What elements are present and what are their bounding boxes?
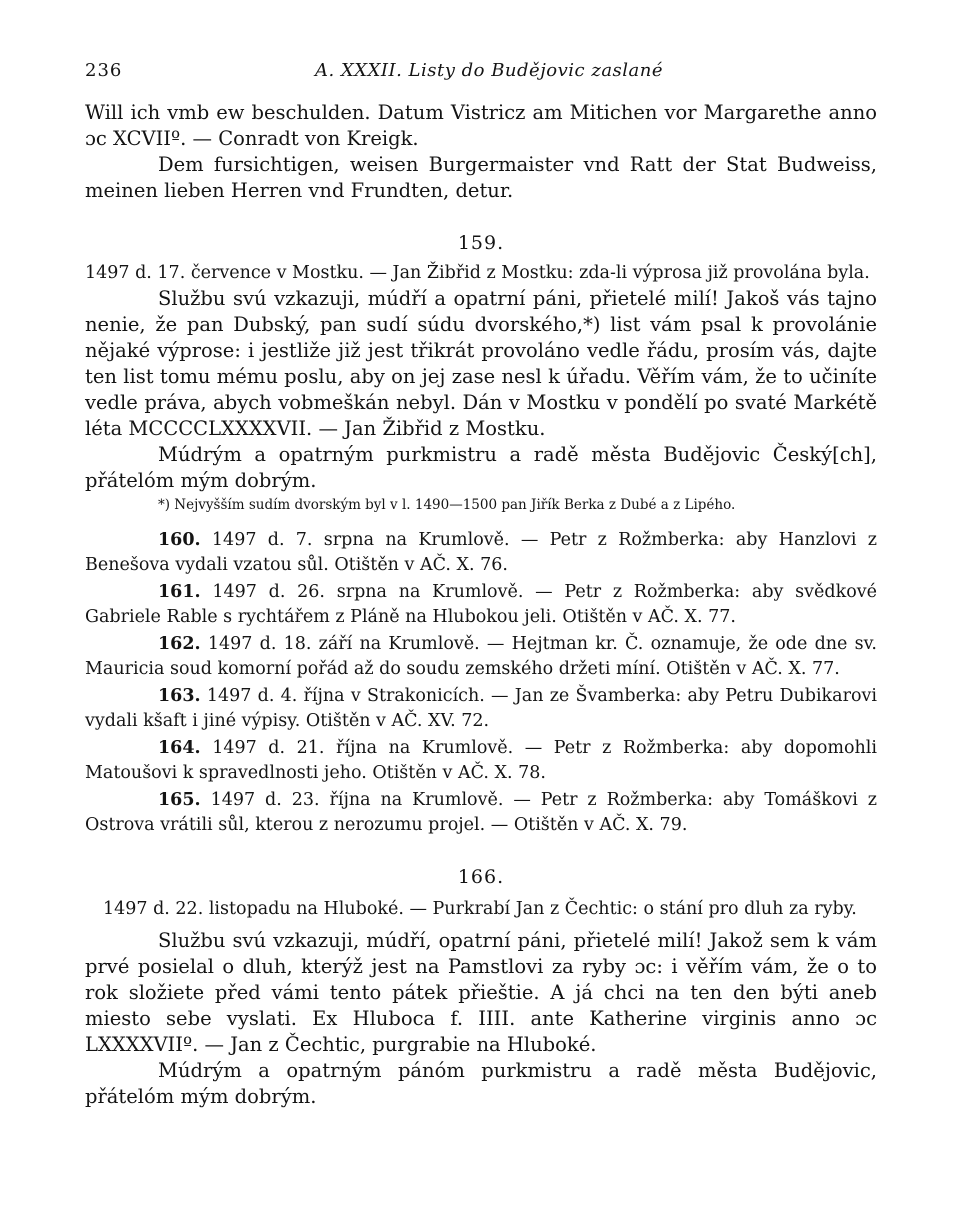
letter-body-paragraph: Službu svú vzkazuji, múdří a opatrní páni, přietelé milí! Jakoš vás tajno nenie, že pan Dubský, pan sudí súdu dvorského,*) list vám psal k provolánie nějaké výprose: i jestliže již jest třikrát provoláno vedle řádu, prosím vás, dajte ten list tomu mému poslu, aby on jej zase nesl k úřadu. Věřím vám, že to učiníte vedle práva, abych vobmeškán nebyl. Dán v Mostku v pondělí po svaté Markétě léta MCCCCLXXXXVII. — Jan Žibřid z Mostku. bbox=[85, 287, 877, 440]
document-number: 159. bbox=[457, 232, 505, 254]
page bbox=[85, 58, 877, 1110]
letter-body-paragraph: Službu svú vzkazuji, múdří, opatrní páni, přietelé milí! Jakož sem k vám prvé posielal o dluh, kterýž jest na Pamstlovi za ryby ɔc: i věřím vám, že o to rok složiete před vámi tento pátek přieštie. A já chci na ten den býti aneb miesto sebe vyslati. Ex Hluboca f. IIII. ante Katherine virginis anno ɔc LXXXXVIIº. — Jan z Čechtic, purgrabie na Hluboké. bbox=[85, 929, 877, 1056]
document-159 bbox=[85, 230, 877, 514]
item-number: 162. bbox=[158, 634, 201, 654]
list-item bbox=[85, 684, 877, 734]
list-item bbox=[85, 632, 877, 682]
letter-closing-paragraph: Will ich vmb ew beschulden. Datum Vistricz am Mitichen vor Margarethe anno ɔc XCVIIº. — Conradt von Kreigk. bbox=[85, 101, 877, 150]
item-number: 163. bbox=[158, 686, 201, 706]
item-text: 1497 d. 23. října na Krumlově. — Petr z Rožmberka: aby Tomáškovi z Ostrova vrátili sůl, kterou z nerozumu projel. — Otištěn v AČ. X. 79. bbox=[85, 790, 877, 835]
item-text: 1497 d. 4. října v Strakonicích. — Jan ze Švamberka: aby Petru Dubikarovi vydali kšaft i jiné výpisy. Otištěn v AČ. XV. 72. bbox=[85, 686, 877, 731]
list-item bbox=[85, 580, 877, 630]
page-number: 236 bbox=[85, 60, 123, 81]
list-item bbox=[85, 788, 877, 838]
list-item bbox=[85, 528, 877, 578]
previous-letter-ending bbox=[85, 100, 877, 204]
running-title: A. XXXII. Listy do Budějovic zaslané bbox=[315, 60, 664, 81]
item-text: 1497 d. 18. září na Krumlově. — Hejtman kr. Č. oznamuje, že ode dne sv. Mauricia soud komorní pořád až do soudu zemského držeti míní. Otištěn v AČ. X. 77. bbox=[85, 634, 877, 679]
item-number: 161. bbox=[158, 582, 201, 602]
page-header bbox=[85, 58, 877, 88]
document-regest: 1497 d. 17. července v Mostku. — Jan Žibřid z Mostku: zda-li výprosa již provolána byla. bbox=[85, 263, 870, 283]
item-text: 1497 d. 26. srpna na Krumlově. — Petr z Rožmberka: aby svědkové Gabriele Rable s rychtářem z Pláně na Hlubokou jeli. Otištěn v AČ. X. 77. bbox=[85, 582, 877, 627]
document-number: 166. bbox=[457, 866, 505, 888]
letter-address-paragraph: Múdrým a opatrným pánóm purkmistru a radě města Budějovic, přátelóm mým dobrým. bbox=[85, 1059, 877, 1108]
item-text: 1497 d. 21. října na Krumlově. — Petr z Rožmberka: aby dopomohli Matoušovi k spravedlnosti jeho. Otištěn v AČ. X. 78. bbox=[85, 738, 877, 783]
short-items-list bbox=[85, 528, 877, 838]
item-text: 1497 d. 7. srpna na Krumlově. — Petr z Rožmberka: aby Hanzlovi z Benešova vydali vzatou sůl. Otištěn v AČ. X. 76. bbox=[85, 530, 877, 575]
document-regest: 1497 d. 22. listopadu na Hluboké. — Purkrabí Jan z Čechtic: o stání pro dluh za ryby. bbox=[103, 899, 857, 919]
footnote: *) Nejvyšším sudím dvorským byl v l. 1490—1500 pan Jiřík Berka z Dubé a z Lipého. bbox=[158, 497, 736, 513]
item-number: 160. bbox=[158, 530, 201, 550]
letter-address-paragraph: Múdrým a opatrným purkmistru a radě města Budějovic Český[ch], přátelóm mým dobrým. bbox=[85, 443, 877, 492]
list-item bbox=[85, 736, 877, 786]
item-number: 164. bbox=[158, 738, 201, 758]
item-number: 165. bbox=[158, 790, 201, 810]
letter-address-paragraph: Dem fursichtigen, weisen Burgermaister vnd Ratt der Stat Budweiss, meinen lieben Herren vnd Frundten, detur. bbox=[85, 153, 877, 202]
document-166 bbox=[85, 864, 877, 1110]
